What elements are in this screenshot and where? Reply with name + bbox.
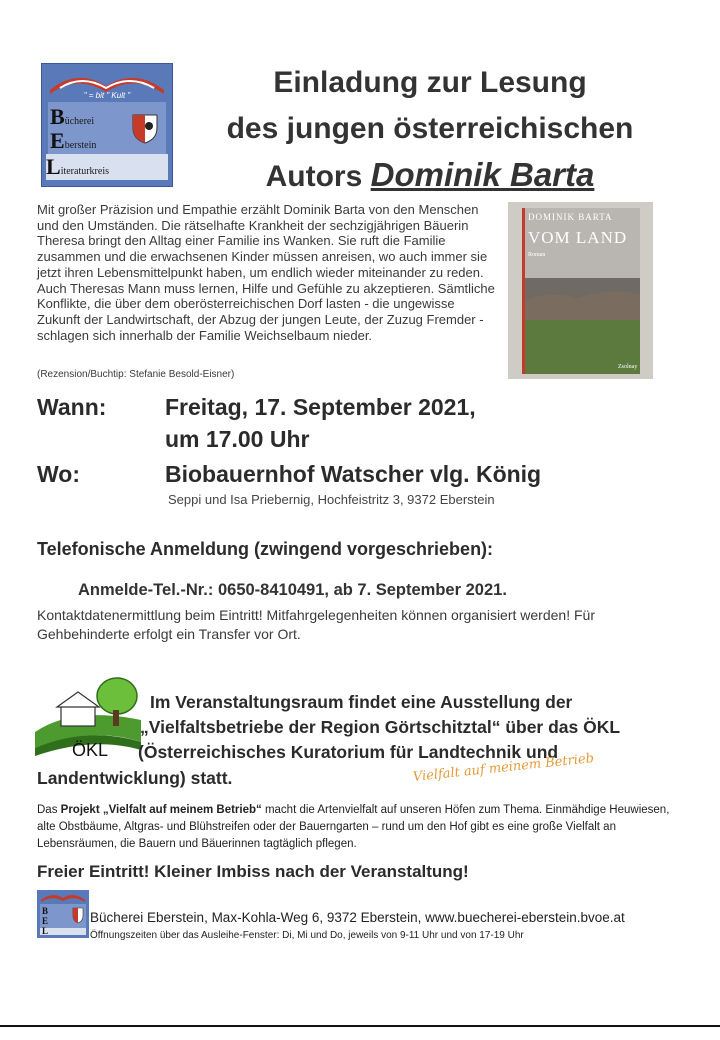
exhibition-line-3: (Österreichisches Kuratorium für Landtechnik und — [138, 742, 559, 762]
book-author: DOMINIK BARTA — [528, 212, 613, 222]
when-label: Wann: — [37, 394, 107, 420]
event-address: Seppi und Isa Priebernig, Hochfeistritz 3, 9372 Eberstein — [168, 492, 495, 507]
registration-phone: Anmelde-Tel.-Nr.: 0650-8410491, ab 7. September 2021. — [78, 581, 507, 599]
vielfalt-signature: Vielfalt auf meinem Betrieb — [412, 751, 595, 785]
svg-text:B: B — [42, 906, 49, 916]
footer-library: Bücherei Eberstein, Max-Kohla-Weg 6, 9372 Eberstein, www.buecherei-eberstein.bvoe.at — [90, 910, 625, 925]
logo-row-b: Bücherei — [50, 104, 95, 129]
title-line-3 — [150, 156, 710, 194]
svg-text:E: E — [42, 916, 49, 926]
bottom-rule — [0, 1025, 720, 1027]
svg-text:L: L — [42, 926, 49, 936]
book-photo — [508, 202, 653, 379]
okl-label: ÖKL — [72, 740, 109, 760]
author-name: Dominik Barta — [370, 156, 595, 193]
event-time: um 17.00 Uhr — [165, 426, 310, 452]
title-line-1: Einladung zur Lesung — [273, 66, 587, 99]
registration-info: Kontaktdatenermittlung beim Eintritt! Mitfahrgelegenheiten können organisiert werden! Für Gehbehinderte erfolgt ein Transfer vor Ort. — [37, 607, 595, 642]
exhibition-line-4: Landentwicklung) statt. — [37, 768, 233, 788]
footer-hours: Öffnungszeiten über das Ausleihe-Fenster: Di, Mi und Do, jeweils von 9-11 Uhr und von 17-19 Uhr — [90, 930, 524, 941]
library-logo-small — [37, 890, 89, 938]
logo-motto: " = bit " Kult " — [83, 91, 131, 100]
title-prefix: Autors — [265, 160, 363, 193]
event-venue: Biobauernhof Watscher vlg. König — [165, 461, 542, 487]
exhibition-line-1: Im Veranstaltungsraum findet eine Ausstellung der — [150, 692, 573, 712]
where-label: Wo: — [37, 461, 81, 487]
logo-row-l: Literaturkreis — [46, 154, 168, 180]
free-entry: Freier Eintritt! Kleiner Imbiss nach der Veranstaltung! — [37, 862, 469, 881]
review-credit: (Rezension/Buchtip: Stefanie Besold-Eisner) — [37, 369, 235, 380]
registration-heading: Telefonische Anmeldung (zwingend vorgeschrieben): — [37, 539, 494, 559]
title-line-2: des jungen österreichischen — [226, 112, 634, 145]
project-text: Das Projekt „Vielfalt auf meinem Betrieb“ macht die Artenvielfalt auf unseren Höfen zum Thema. Einmähdige Heuwiesen, alte Obstbäume, Altgras- und Blühstreifen oder der Bauerngarten – rund um den Hof gibt es eine große Vielfalt an Lebensräumen, die Bauern und Bäuerinnen tagtäglich pflegen. — [37, 804, 670, 850]
book-title: VOM LAND — [528, 228, 628, 247]
book-genre: Roman — [528, 252, 546, 258]
book-publisher: Zsolnay — [618, 364, 638, 370]
event-date: Freitag, 17. September 2021, — [165, 394, 476, 420]
project-name: Projekt „Vielfalt auf meinem Betrieb“ — [60, 804, 262, 816]
logo-row-e: Eberstein — [50, 128, 97, 153]
small-logo-icon — [37, 890, 89, 938]
exhibition-line-2: „Vielfaltsbetriebe der Region Görtschitztal“ über das ÖKL — [140, 717, 621, 737]
review-text: Mit großer Präzision und Empathie erzählt Dominik Barta von den Menschen und den Umständen. Die rätselhafte Krankheit der sechzigjährigen Bäuerin Theresa bringt den Alltag einer Familie ins Wanken. Sie ruft die Familie zusammen und die erwachsenen Kinder müssen anreisen, wo auch immer sie jetzt ihren Lebensmittelpunkt haben, um endlich wieder miteinander zu reden. Auch Theresas Mann muss lernen, Hilfe und Gefühle zu akzeptieren. Sämtliche Konflikte, die über dem oberösterreichischen Dorf lasten - die ungewisse Zukunft der Landwirtschaft, der Abzug der jungen Leute, der Zuzug Fremder - schlagen sich innerhalb der Familie Weichselbaum nieder. — [37, 202, 495, 343]
